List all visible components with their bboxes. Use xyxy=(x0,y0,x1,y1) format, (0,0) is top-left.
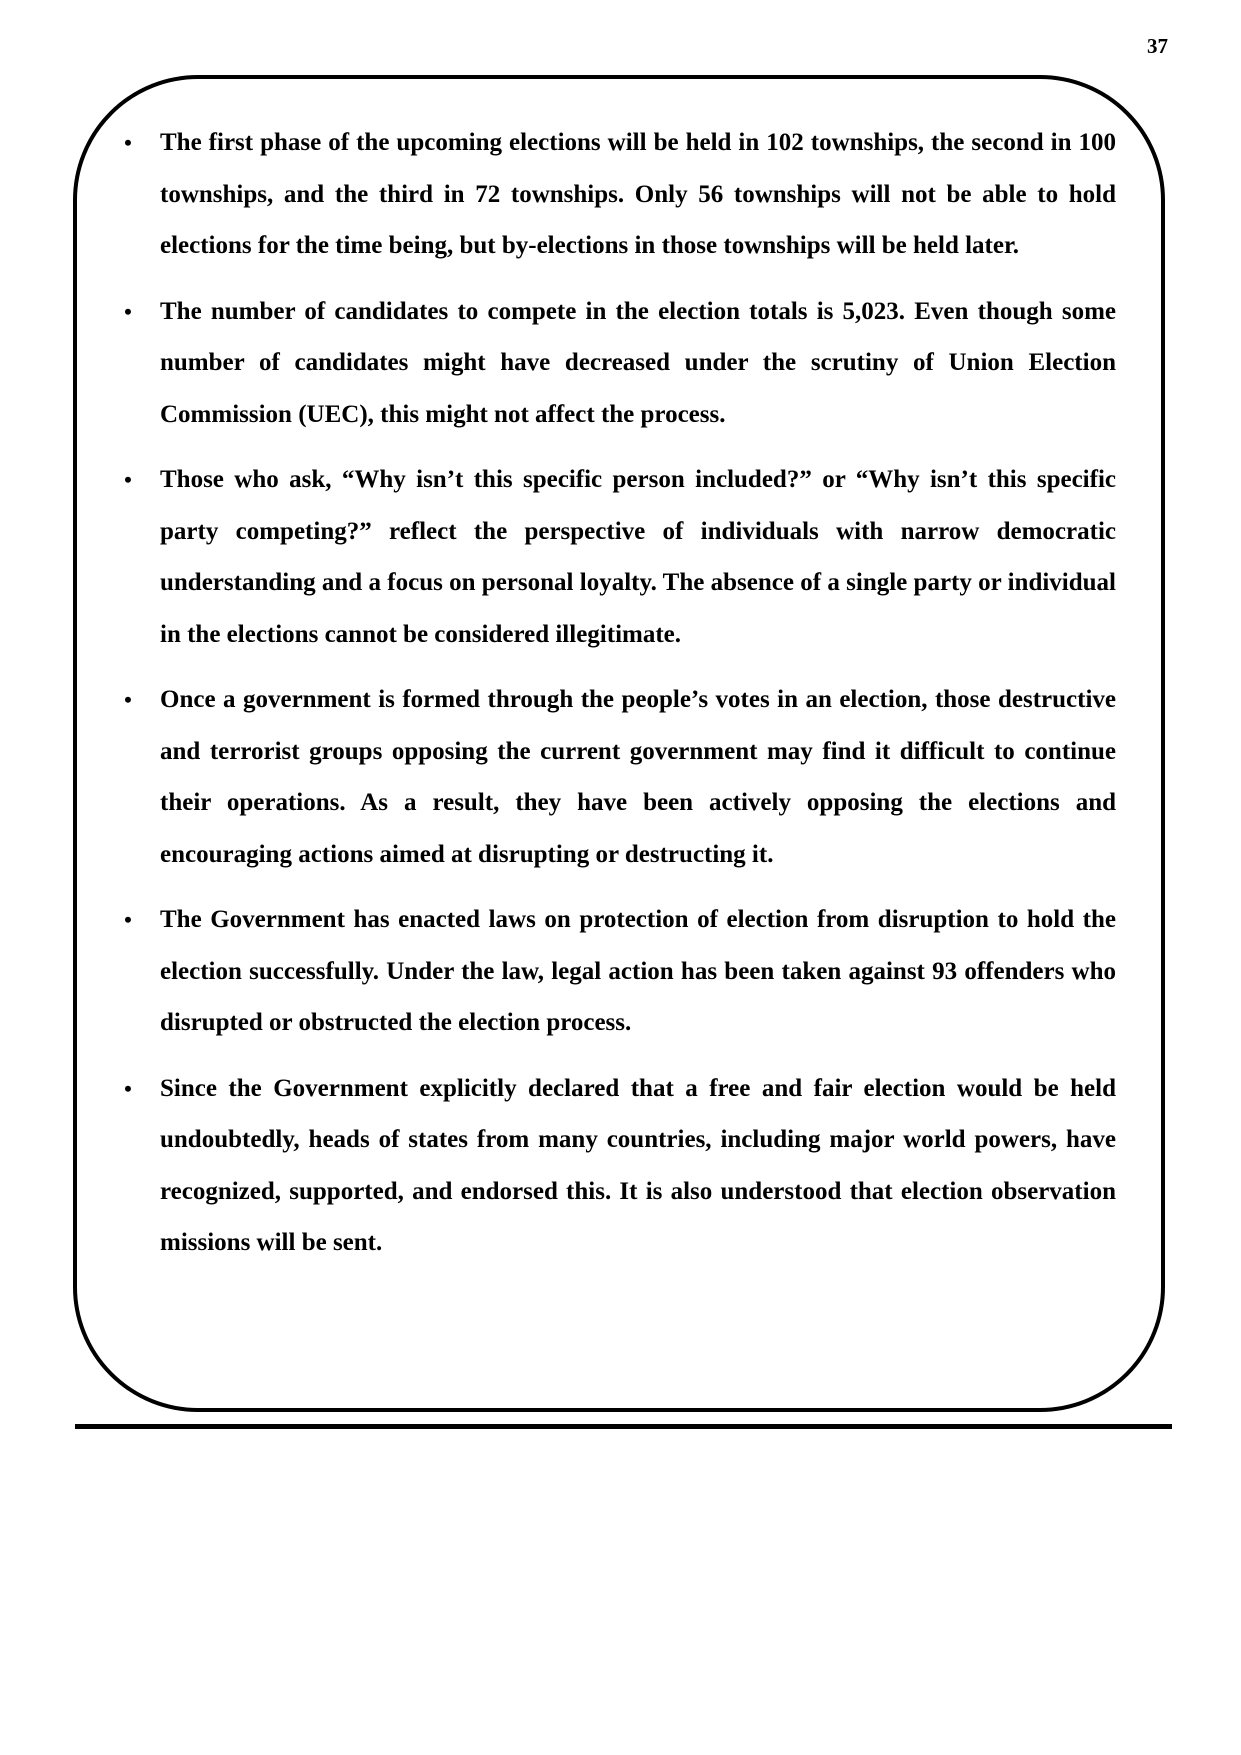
bullet-icon: • xyxy=(124,130,132,155)
bullet-icon: • xyxy=(124,1075,132,1101)
bullet-text: Since the Government explicitly declared that a free and fair election would be held undoubtedly, heads of states from many countries, including major world powers, have recognized, supported, and endorsed this. It is also understood that election observation missions will be sent. xyxy=(160,1074,1116,1256)
bullet-item xyxy=(118,1063,1116,1269)
bullet-text: Once a government is formed through the people’s votes in an election, those destructive and terrorist groups opposing the current government may find it difficult to continue their operations. As a result, they have been actively opposing the elections and encouraging actions aimed at disrupting or destructing it. xyxy=(160,686,1116,868)
bullet-icon: • xyxy=(124,467,132,492)
bullet-item xyxy=(118,894,1116,1049)
bullet-icon: • xyxy=(124,687,132,712)
bullet-text: The Government has enacted laws on protection of election from disruption to hold the election successfully. Under the law, legal action has been taken against 93 offenders who disrupted or obstructed the election process. xyxy=(160,906,1116,1036)
content-area xyxy=(118,117,1116,1283)
bullet-item xyxy=(118,286,1116,441)
bullet-list xyxy=(118,117,1116,1269)
bullet-item xyxy=(118,117,1116,272)
horizontal-rule xyxy=(75,1424,1172,1429)
bullet-icon: • xyxy=(124,907,132,932)
bullet-icon: • xyxy=(124,298,132,324)
bullet-item xyxy=(118,454,1116,660)
bullet-item xyxy=(118,674,1116,880)
page-number: 37 xyxy=(1147,34,1168,58)
bullet-text: Those who ask, “Why isn’t this specific person included?” or “Why isn’t this specific party competing?” reflect the perspective of individuals with narrow democratic understanding and a focus on personal loyalty. The absence of a single party or individual in the elections cannot be considered illegitimate. xyxy=(160,466,1116,648)
bullet-text: The first phase of the upcoming elections will be held in 102 townships, the second in 100 townships, and the third in 72 townships. Only 56 townships will not be able to hold elections for the time being, but by-elections in those townships will be held later. xyxy=(160,129,1116,259)
bullet-text: The number of candidates to compete in the election totals is 5,023. Even though some number of candidates might have decreased under the scrutiny of Union Election Commission (UEC), this might not affect the process. xyxy=(160,297,1116,428)
